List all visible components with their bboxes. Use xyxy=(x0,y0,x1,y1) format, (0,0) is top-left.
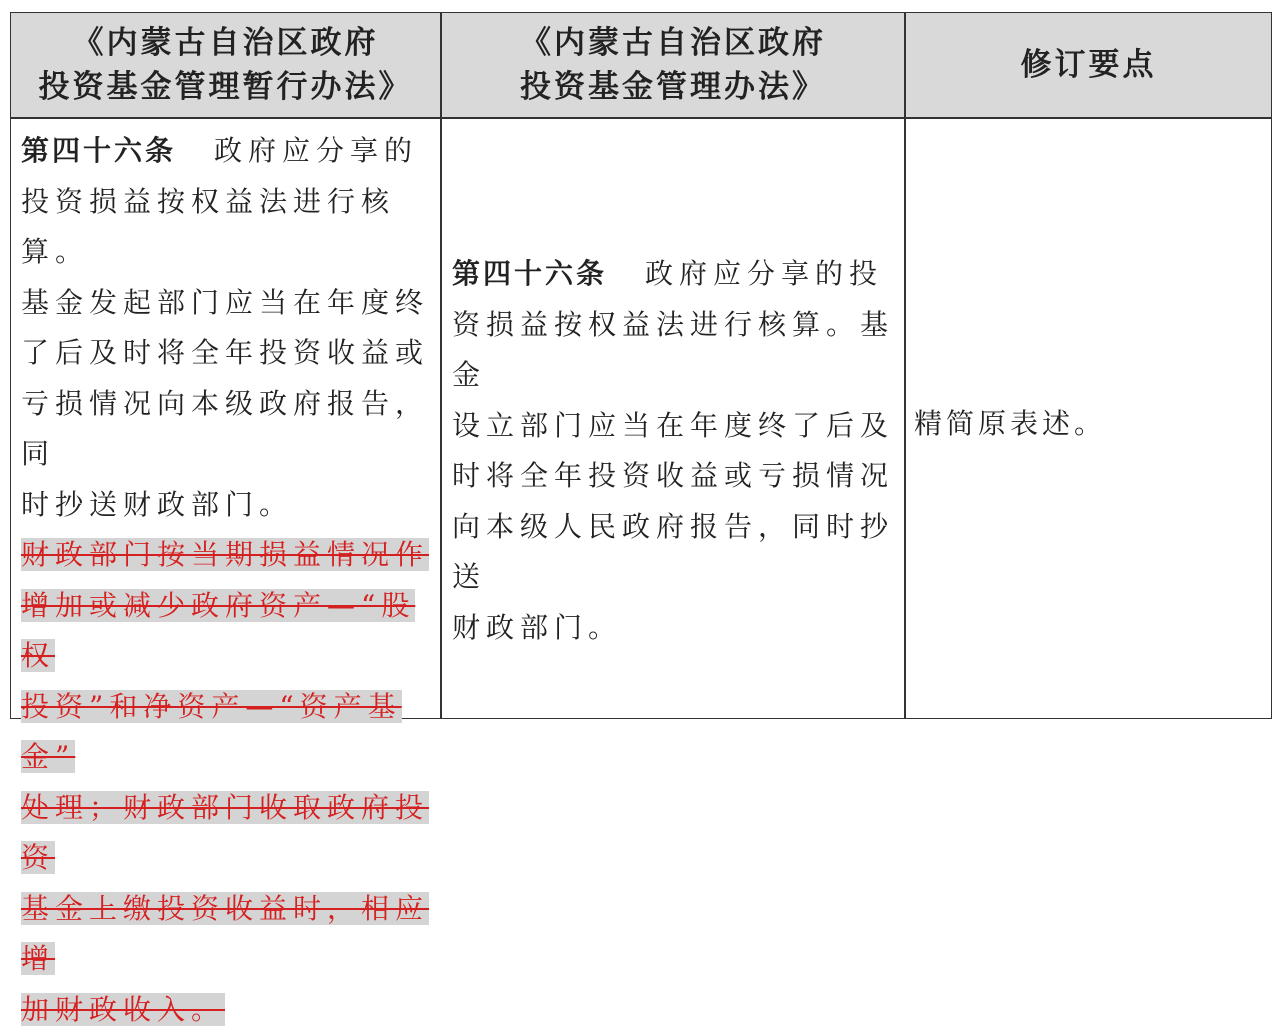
new-text-line: 政府应分享的投 xyxy=(645,257,883,290)
header-new-line-2: 投资基金管理办法》 xyxy=(520,65,826,109)
new-text-line: 财政部门。 xyxy=(452,603,898,654)
old-text-line: 政府应分享的 xyxy=(214,134,418,167)
old-article-number: 第四十六条 xyxy=(21,134,176,167)
old-text-line: 基金发起部门应当在年度终 xyxy=(21,278,433,329)
new-text-line: 设立部门应当在年度终了后及 xyxy=(452,401,898,452)
old-text-line: 了后及时将全年投资收益或 xyxy=(21,328,433,379)
deleted-text-line: 增加或减少政府资产—“股权 xyxy=(21,581,433,682)
header-old-line-1: 《内蒙古自治区政府 xyxy=(39,21,413,65)
comparison-table xyxy=(10,12,1272,719)
revision-note: 精简原表述。 xyxy=(914,399,1264,450)
deleted-text-line: 基金上缴投资收益时，相应增 xyxy=(21,884,433,985)
column-divider xyxy=(440,13,442,718)
old-article-line xyxy=(21,126,433,177)
revision-note-cell xyxy=(914,399,1264,450)
header-revision-label: 修订要点 xyxy=(1021,43,1157,87)
deleted-text-line: 加财政收入。 xyxy=(21,985,433,1035)
header-old-line-2: 投资基金管理暂行办法》 xyxy=(39,65,413,109)
header-divider xyxy=(11,117,1271,119)
new-text-line: 向本级人民政府报告，同时抄送 xyxy=(452,502,898,603)
old-text-line: 亏损情况向本级政府报告，同 xyxy=(21,379,433,480)
header-new-line-1: 《内蒙古自治区政府 xyxy=(520,21,826,65)
new-article-line xyxy=(452,249,898,300)
deleted-text-line: 财政部门按当期损益情况作 xyxy=(21,530,433,581)
old-article-cell xyxy=(21,126,433,1035)
new-text-line: 资损益按权益法进行核算。基金 xyxy=(452,300,898,401)
column-divider xyxy=(904,13,906,718)
old-text-line: 时抄送财政部门。 xyxy=(21,480,433,531)
deleted-text-line: 处理；财政部门收取政府投资 xyxy=(21,783,433,884)
deleted-text-line: 投资”和净资产—“资产基金” xyxy=(21,682,433,783)
old-text-line: 投资损益按权益法进行核算。 xyxy=(21,177,433,278)
new-text-line: 时将全年投资收益或亏损情况 xyxy=(452,451,898,502)
header-old-regulation xyxy=(11,13,440,117)
new-article-number: 第四十六条 xyxy=(452,257,607,290)
header-new-regulation xyxy=(442,13,904,117)
header-revision-points xyxy=(906,13,1271,117)
new-article-cell xyxy=(452,249,898,653)
